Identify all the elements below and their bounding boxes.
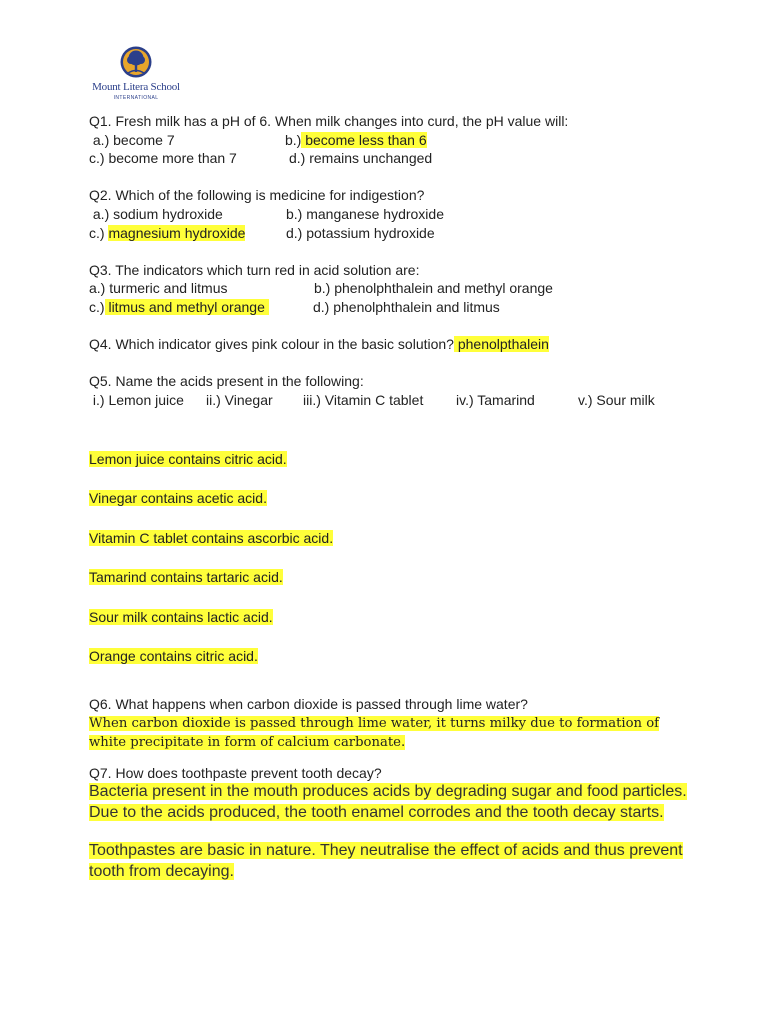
q1-answer-highlight: become less than 6 (301, 131, 427, 148)
q5-item: iii.) Vitamin C tablet (303, 391, 424, 408)
q3-option-d: d.) phenolphthalein and litmus (313, 298, 500, 315)
q2-options-row1 (89, 205, 689, 224)
q2-option-b: b.) manganese hydroxide (286, 205, 444, 222)
q1-option-a: a.) become 7 (89, 131, 175, 148)
q2-answer-highlight: magnesium hydroxide (108, 224, 246, 241)
q2-option-d: d.) potassium hydroxide (286, 224, 435, 241)
q3-option-a: a.) turmeric and litmus (89, 280, 228, 297)
q2-question: Q2. Which of the following is medicine for indigestion? (89, 187, 425, 204)
q5-answer-highlight: Vinegar contains acetic acid. (89, 490, 267, 507)
q3-option-c (89, 298, 269, 317)
q5-item: iv.) Tamarind (456, 391, 535, 408)
q1-options-row1 (89, 131, 689, 150)
q2-option-c (89, 224, 245, 243)
q3-options-row2 (89, 298, 689, 317)
q5-question: Q5. Name the acids present in the following: (89, 373, 364, 390)
q1-option-d: d.) remains unchanged (289, 150, 433, 167)
q5-item: v.) Sour milk (578, 391, 655, 408)
q2-option-c-label: c.) (89, 224, 109, 241)
school-subtitle: INTERNATIONAL (113, 95, 159, 101)
q5-answer-highlight: Sour milk contains lactic acid. (89, 608, 273, 625)
q4-answer-highlight: phenolpthalein (453, 336, 549, 353)
q5-item: ii.) Vinegar (206, 391, 273, 408)
q3-question: Q3. The indicators which turn red in acid solution are: (89, 261, 420, 278)
q1-option-c: c.) become more than 7 (89, 150, 237, 167)
q6-answer (89, 714, 689, 752)
school-logo (90, 46, 182, 106)
q3-answer-highlight: litmus and methyl orange (104, 298, 269, 315)
q6-answer-line: When carbon dioxide is passed through lime water, it turns milky due to formation of (89, 715, 660, 731)
q7-answer-line: Due to the acids produced, the tooth enamel corrodes and the tooth decay starts. (89, 803, 664, 821)
q5-answer (89, 450, 689, 490)
q7-answer (89, 782, 689, 882)
q7-answer-line: Toothpastes are basic in nature. They neutralise the effect of acids and thus prevent (89, 842, 683, 860)
q2-option-a: a.) sodium hydroxide (89, 205, 223, 222)
q2-options-row2 (89, 224, 689, 243)
q5-item: i.) Lemon juice (89, 391, 184, 408)
school-name: Mount Litera School (92, 81, 180, 93)
q5-answer-highlight: Orange contains citric acid. (89, 648, 258, 665)
q5-answer-highlight: Vitamin C tablet contains ascorbic acid. (89, 529, 334, 546)
q1-option-b-label: b.) (285, 131, 302, 148)
q5-answer-highlight: Lemon juice contains citric acid. (89, 450, 287, 467)
worksheet (89, 112, 689, 882)
q5-answer (89, 529, 689, 569)
q7-answer-line: Bacteria present in the mouth produces acids by degrading sugar and food particles. (89, 783, 687, 801)
q7-answer-line: tooth from decaying. (89, 862, 234, 880)
q5-answer (89, 568, 689, 608)
q1-option-b (285, 131, 427, 150)
q4-question: Q4. Which indicator gives pink colour in the basic solution? (89, 336, 454, 353)
q5-answer (89, 647, 689, 687)
q4-row (89, 335, 689, 354)
q5-answers (89, 430, 689, 688)
q5-items-row (89, 391, 689, 410)
q3-option-c-label: c.) (89, 298, 105, 315)
q5-answer (89, 489, 689, 529)
q5-answer (89, 608, 689, 648)
q6-answer-line: white precipitate in form of calcium carbonate. (89, 734, 406, 750)
q5-answer-highlight: Tamarind contains tartaric acid. (89, 569, 283, 586)
tree-emblem-icon (90, 46, 182, 82)
q3-options-row1 (89, 279, 689, 298)
q3-option-b: b.) phenolphthalein and methyl orange (314, 280, 553, 297)
q1-options-row2 (89, 149, 689, 168)
q6-question: Q6. What happens when carbon dioxide is passed through lime water? (89, 696, 528, 713)
q1-question: Q1. Fresh milk has a pH of 6. When milk changes into curd, the pH value will: (89, 113, 569, 129)
q7-question: Q7. How does toothpaste prevent tooth decay? (89, 764, 382, 781)
